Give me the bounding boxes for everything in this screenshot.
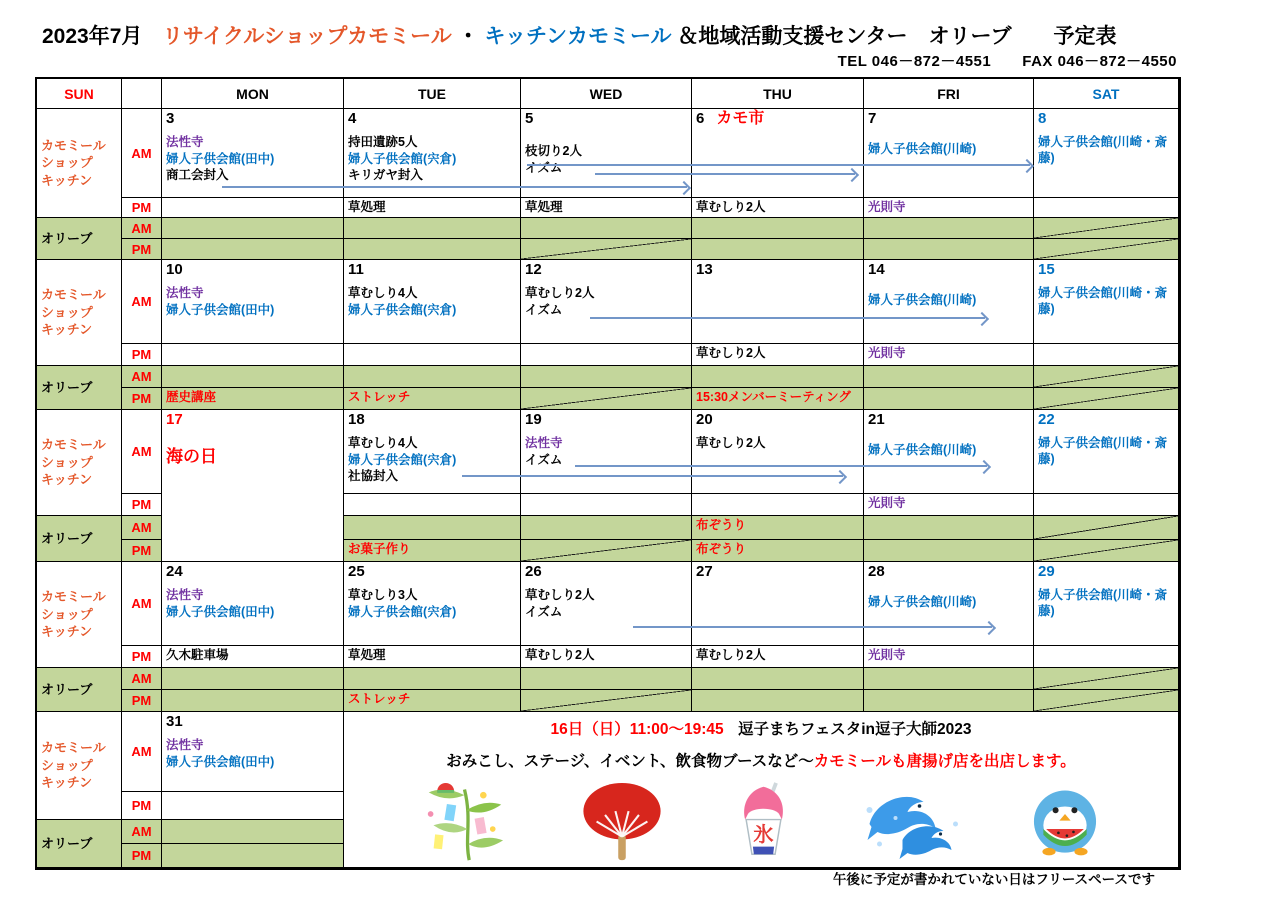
tel-fax-line: TEL 046－872－4551 FAX 046－872－4550 bbox=[837, 53, 1177, 70]
festival-icons-row bbox=[348, 771, 1174, 866]
olive-am-cell bbox=[344, 516, 521, 540]
header-mon: MON bbox=[162, 79, 344, 109]
week-4 bbox=[37, 562, 1179, 712]
olive-pm-cell: 15:30メンバーミーティング bbox=[692, 388, 864, 410]
festival-desc: おみこし、ステージ、イベント、飲食物ブースなど～ bbox=[446, 753, 814, 770]
date-number: 8 bbox=[1038, 110, 1047, 127]
date-number: 13 bbox=[696, 261, 713, 278]
am-label: AM bbox=[122, 260, 162, 344]
footer-note: 午後に予定が書かれていない日はフリースペースです bbox=[832, 872, 1155, 887]
week-5 bbox=[37, 712, 1179, 868]
date-number: 28 bbox=[868, 563, 885, 580]
olive-pm-cell-closed bbox=[521, 388, 692, 410]
olive-am-cell bbox=[162, 218, 344, 239]
festival-announcement bbox=[344, 712, 1179, 868]
pm-cell: 草むしり2人 bbox=[692, 646, 864, 668]
olive-pm-cell-closed bbox=[1034, 540, 1179, 562]
row-label-olive: オリーブ bbox=[37, 668, 122, 712]
am-label: AM bbox=[122, 820, 162, 844]
schedule-arrow bbox=[222, 186, 687, 188]
olive-pm-cell bbox=[344, 239, 521, 260]
title-month: 2023年7月 bbox=[42, 25, 143, 48]
pm-cell bbox=[521, 344, 692, 366]
olive-pm-cell: ストレッチ bbox=[344, 690, 521, 712]
pm-cell: 光則寺 bbox=[864, 646, 1034, 668]
svg-text:氷: 氷 bbox=[753, 824, 774, 847]
olive-am-cell bbox=[521, 516, 692, 540]
pm-cell bbox=[344, 494, 521, 516]
date-number: 14 bbox=[868, 261, 885, 278]
olive-pm-cell: お菓子作り bbox=[344, 540, 521, 562]
pm-cell bbox=[162, 344, 344, 366]
dolphins-icon bbox=[855, 782, 965, 862]
day-cell-14: 14 婦人子供会館(川崎) bbox=[864, 260, 1034, 344]
date-number: 27 bbox=[696, 563, 713, 580]
olive-am-cell-closed bbox=[1034, 366, 1179, 388]
olive-am-cell bbox=[864, 516, 1034, 540]
day-cell-13 bbox=[692, 260, 864, 344]
olive-am-cell bbox=[162, 668, 344, 690]
header-blank bbox=[122, 79, 162, 109]
day-cell-3: 3 法性寺 婦人子供会館(田中) 商工会封入 bbox=[162, 109, 344, 198]
pm-cell bbox=[1034, 344, 1179, 366]
schedule-arrow bbox=[575, 465, 987, 467]
holiday-label: 海の日 bbox=[166, 447, 217, 467]
pm-cell: 草処理 bbox=[521, 198, 692, 218]
pm-cell: 久木駐車場 bbox=[162, 646, 344, 668]
title-kitchen: キッチンカモミール bbox=[484, 25, 672, 48]
row-label-kamomiru: カモミール ショップ キッチン bbox=[37, 260, 122, 366]
day-cell-12: 12 草むしり2人 イズム bbox=[521, 260, 692, 344]
festival-desc-highlight: カモミールも唐揚げ店を出店します。 bbox=[813, 753, 1076, 770]
olive-pm-cell: ストレッチ bbox=[344, 388, 521, 410]
pm-cell bbox=[344, 344, 521, 366]
header-sat: SAT bbox=[1034, 79, 1179, 109]
olive-am-cell bbox=[162, 366, 344, 388]
date-number: 19 bbox=[525, 411, 542, 428]
row-label-kamomiru: カモミール ショップ キッチン bbox=[37, 410, 122, 516]
date-number: 17 bbox=[166, 411, 183, 428]
date-number: 29 bbox=[1038, 563, 1055, 580]
row-label-olive: オリーブ bbox=[37, 366, 122, 410]
olive-pm-cell: 歴史講座 bbox=[162, 388, 344, 410]
day-cell-25: 25 草むしり3人 婦人子供会館(宍倉) bbox=[344, 562, 521, 646]
pm-cell: 草むしり2人 bbox=[521, 646, 692, 668]
am-label: AM bbox=[122, 410, 162, 494]
pm-cell bbox=[162, 198, 344, 218]
olive-am-cell bbox=[864, 366, 1034, 388]
day-cell-6 bbox=[692, 109, 864, 198]
pm-cell bbox=[692, 494, 864, 516]
day-cell-11: 11 草むしり4人 婦人子供会館(宍倉) bbox=[344, 260, 521, 344]
olive-am-cell bbox=[521, 366, 692, 388]
pm-label: PM bbox=[122, 540, 162, 562]
pm-cell: 光則寺 bbox=[864, 344, 1034, 366]
date-number: 5 bbox=[525, 110, 534, 127]
pm-cell: 草むしり2人 bbox=[692, 344, 864, 366]
am-label: AM bbox=[122, 218, 162, 239]
date-number: 25 bbox=[348, 563, 365, 580]
day-cell-28: 28 婦人子供会館(川崎) bbox=[864, 562, 1034, 646]
date-number: 31 bbox=[166, 713, 183, 730]
day-cell-31: 31 法性寺 婦人子供会館(田中) bbox=[162, 712, 344, 792]
pm-label: PM bbox=[122, 239, 162, 260]
olive-am-cell bbox=[344, 366, 521, 388]
pm-label: PM bbox=[122, 844, 162, 868]
pm-cell: 草むしり2人 bbox=[692, 198, 864, 218]
olive-am-cell bbox=[864, 668, 1034, 690]
pm-cell: 光則寺 bbox=[864, 198, 1034, 218]
am-label: AM bbox=[122, 516, 162, 540]
week-3 bbox=[37, 410, 1179, 562]
pm-cell: 草処理 bbox=[344, 198, 521, 218]
day-cell-27 bbox=[692, 562, 864, 646]
day-cell-18: 18 草むしり4人 婦人子供会館(宍倉) 社協封入 bbox=[344, 410, 521, 494]
schedule-arrow bbox=[462, 475, 843, 477]
week-1 bbox=[37, 109, 1179, 260]
uchiwa-fan-icon bbox=[572, 782, 672, 862]
weekday-header-row bbox=[37, 79, 1179, 109]
date-number: 22 bbox=[1038, 411, 1055, 428]
date-number: 4 bbox=[348, 110, 357, 127]
olive-am-cell bbox=[162, 820, 344, 844]
pm-cell bbox=[162, 792, 344, 820]
olive-am-cell-closed bbox=[1034, 516, 1179, 540]
date-number: 18 bbox=[348, 411, 365, 428]
header-sun: SUN bbox=[37, 79, 122, 109]
am-label: AM bbox=[122, 109, 162, 198]
festival-event: 逗子まちフェスタin逗子大師2023 bbox=[738, 721, 972, 738]
day-cell-21: 21 婦人子供会館(川崎) bbox=[864, 410, 1034, 494]
pm-cell bbox=[1034, 646, 1179, 668]
olive-pm-cell bbox=[692, 239, 864, 260]
day-cell-8: 8 婦人子供会館(川崎・斎藤) bbox=[1034, 109, 1179, 198]
schedule-arrow bbox=[595, 173, 855, 175]
day-cell-7: 7 婦人子供会館(川崎) bbox=[864, 109, 1034, 198]
olive-am-cell bbox=[521, 218, 692, 239]
olive-pm-cell-closed bbox=[521, 690, 692, 712]
row-label-olive: オリーブ bbox=[37, 516, 122, 562]
pm-label: PM bbox=[122, 646, 162, 668]
olive-am-cell bbox=[344, 218, 521, 239]
olive-am-cell-closed bbox=[1034, 218, 1179, 239]
olive-am-cell bbox=[344, 668, 521, 690]
day-cell-19: 19 法性寺 イズム bbox=[521, 410, 692, 494]
pm-label: PM bbox=[122, 792, 162, 820]
olive-pm-cell bbox=[692, 690, 864, 712]
olive-am-cell bbox=[692, 218, 864, 239]
date-number: 11 bbox=[348, 261, 364, 278]
row-label-kamomiru: カモミール ショップ キッチン bbox=[37, 712, 122, 820]
schedule-table bbox=[35, 77, 1181, 870]
pm-label: PM bbox=[122, 494, 162, 516]
olive-pm-cell bbox=[864, 690, 1034, 712]
olive-pm-cell-closed bbox=[1034, 690, 1179, 712]
olive-am-cell: 布ぞうり bbox=[692, 516, 864, 540]
festival-time: 16日（日）11:00～19:45 bbox=[550, 721, 724, 738]
date-number: 12 bbox=[525, 261, 542, 278]
header-tue: TUE bbox=[344, 79, 521, 109]
date-number: 26 bbox=[525, 563, 542, 580]
row-label-kamomiru: カモミール ショップ キッチン bbox=[37, 109, 122, 218]
row-label-olive: オリーブ bbox=[37, 820, 122, 868]
header-fri: FRI bbox=[864, 79, 1034, 109]
day-cell-15: 15 婦人子供会館(川崎・斎藤) bbox=[1034, 260, 1179, 344]
olive-pm-cell bbox=[864, 239, 1034, 260]
day-cell-26: 26 草むしり2人 イズム bbox=[521, 562, 692, 646]
date-number: 10 bbox=[166, 261, 183, 278]
pm-cell bbox=[521, 494, 692, 516]
pm-cell: 草処理 bbox=[344, 646, 521, 668]
olive-pm-cell-closed bbox=[1034, 239, 1179, 260]
page-title bbox=[42, 20, 1116, 50]
festival-title-line bbox=[348, 717, 1174, 739]
am-label: AM bbox=[122, 562, 162, 646]
penguin-watermelon-icon bbox=[1020, 782, 1110, 862]
shaved-ice-icon bbox=[726, 780, 801, 862]
pm-label: PM bbox=[122, 198, 162, 218]
day-cell-20: 20 草むしり2人 bbox=[692, 410, 864, 494]
date-number: 21 bbox=[868, 411, 885, 428]
day-cell-24: 24 法性寺 婦人子供会館(田中) bbox=[162, 562, 344, 646]
festival-desc-line bbox=[348, 749, 1174, 771]
pm-cell: 光則寺 bbox=[864, 494, 1034, 516]
olive-pm-cell-closed bbox=[521, 239, 692, 260]
pm-label: PM bbox=[122, 388, 162, 410]
olive-pm-cell bbox=[864, 540, 1034, 562]
pm-label: PM bbox=[122, 344, 162, 366]
tanabata-bamboo-icon bbox=[412, 782, 517, 862]
date-number: 3 bbox=[166, 110, 175, 127]
date-number: 24 bbox=[166, 563, 183, 580]
am-label: AM bbox=[122, 712, 162, 792]
olive-pm-cell-closed bbox=[521, 540, 692, 562]
pm-cell bbox=[1034, 198, 1179, 218]
olive-pm-cell bbox=[864, 388, 1034, 410]
olive-am-cell-closed bbox=[1034, 668, 1179, 690]
title-shop: リサイクルショップカモミール bbox=[162, 25, 452, 48]
header-wed: WED bbox=[521, 79, 692, 109]
olive-pm-cell bbox=[162, 844, 344, 868]
day-cell-29: 29 婦人子供会館(川崎・斎藤) bbox=[1034, 562, 1179, 646]
week-2 bbox=[37, 260, 1179, 410]
am-label: AM bbox=[122, 366, 162, 388]
pm-label: PM bbox=[122, 690, 162, 712]
olive-pm-cell: 布ぞうり bbox=[692, 540, 864, 562]
date-number: 15 bbox=[1038, 261, 1055, 278]
olive-pm-cell bbox=[162, 690, 344, 712]
schedule-arrow bbox=[633, 626, 992, 628]
day-cell-4: 4 持田遺跡5人 婦人子供会館(宍倉) キリガヤ封入 bbox=[344, 109, 521, 198]
day-cell-10: 10 法性寺 婦人子供会館(田中) bbox=[162, 260, 344, 344]
schedule-arrow bbox=[590, 317, 985, 319]
kamo-market-badge: カモ市 bbox=[716, 110, 765, 127]
pm-cell bbox=[1034, 494, 1179, 516]
row-label-olive: オリーブ bbox=[37, 218, 122, 260]
olive-am-cell bbox=[864, 218, 1034, 239]
olive-am-cell bbox=[692, 366, 864, 388]
date-number: 20 bbox=[696, 411, 713, 428]
title-sep: ・ bbox=[457, 25, 479, 48]
day-cell-17-holiday bbox=[162, 410, 344, 562]
olive-am-cell bbox=[521, 668, 692, 690]
day-cell-5: 5 枝切り2人 イズム bbox=[521, 109, 692, 198]
schedule-arrow bbox=[527, 164, 1030, 166]
am-label: AM bbox=[122, 668, 162, 690]
title-rest: ＆地域活動支援センター オリーブ 予定表 bbox=[677, 25, 1117, 48]
day-cell-22: 22 婦人子供会館(川崎・斎藤) bbox=[1034, 410, 1179, 494]
date-number: 6 bbox=[696, 110, 705, 127]
date-number: 7 bbox=[868, 110, 877, 127]
olive-pm-cell-closed bbox=[1034, 388, 1179, 410]
header-thu: THU bbox=[692, 79, 864, 109]
olive-pm-cell bbox=[162, 239, 344, 260]
olive-am-cell bbox=[692, 668, 864, 690]
row-label-kamomiru: カモミール ショップ キッチン bbox=[37, 562, 122, 668]
